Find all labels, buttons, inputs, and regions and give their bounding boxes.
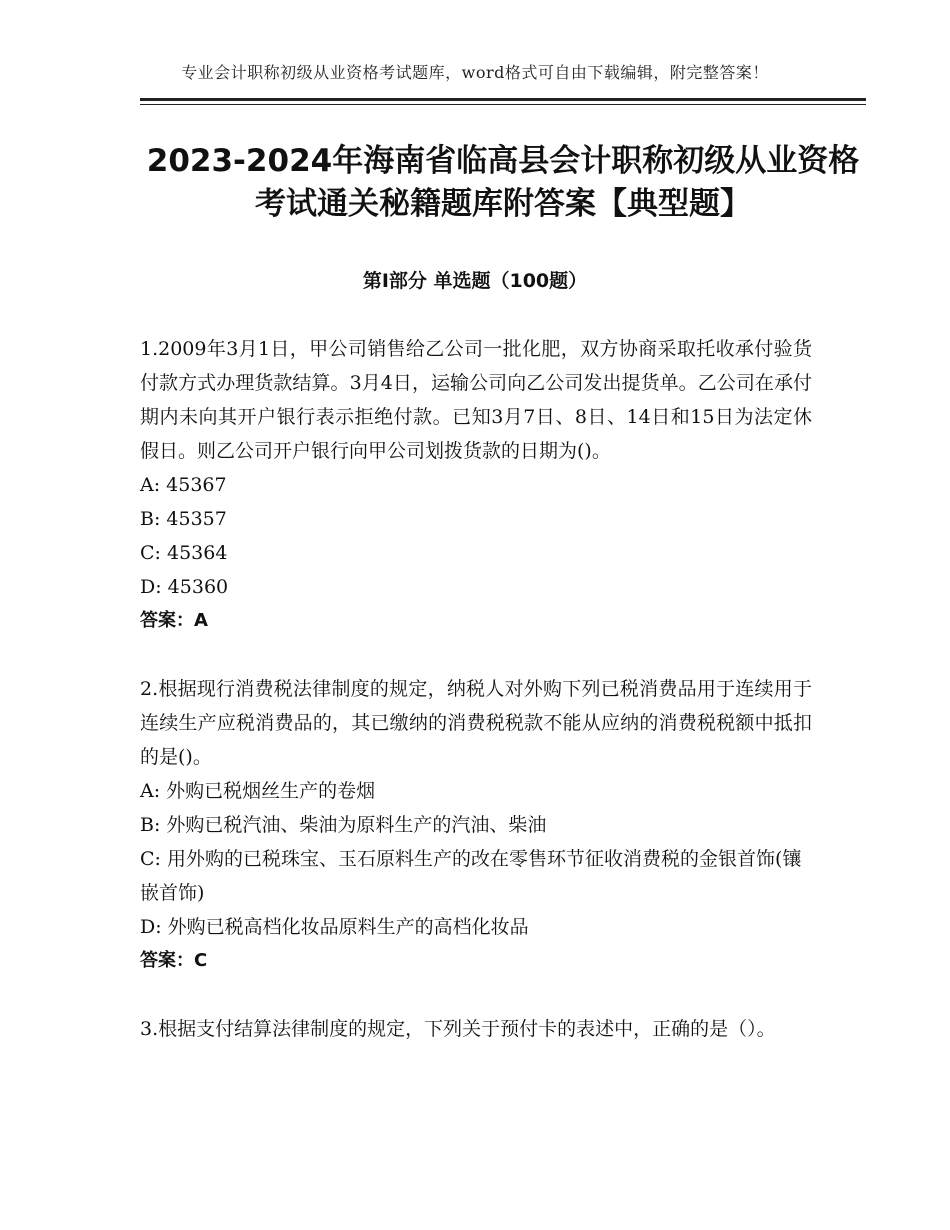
option-c: C: 45364	[140, 542, 228, 564]
option-a: A: 外购已税烟丝生产的卷烟	[140, 780, 376, 802]
question-text: 1.2009年3月1日，甲公司销售给乙公司一批化肥，双方协商采取托收承付验货付款方式办理货款结算。3月4日，运输公司向乙公司发出提货单。乙公司在承付期内未向其开户银行表示拒绝付款。已知3月7日、8日、14日和15日为法定休假日。则乙公司开户银行向甲公司划拨货款的日期为()。	[140, 338, 812, 462]
answer: 答案：A	[140, 610, 208, 631]
option-d: D: 外购已税高档化妆品原料生产的高档化妆品	[140, 916, 529, 938]
document-title: 2023-2024年海南省临高县会计职称初级从业资格考试通关秘籍题库附答案【典型题】	[146, 143, 860, 222]
option-a: A: 45367	[140, 474, 227, 496]
question-text: 3.根据支付结算法律制度的规定，下列关于预付卡的表述中，正确的是（）。	[140, 1018, 776, 1040]
question-list	[140, 332, 812, 1046]
section-title: 第Ⅰ部分 单选题（100题）	[362, 270, 588, 292]
question-2	[140, 672, 812, 978]
header-rule-thick	[140, 98, 866, 101]
header-note: 专业会计职称初级从业资格考试题库，word格式可自由下载编辑，附完整答案！	[181, 63, 769, 82]
question-spacer	[140, 638, 812, 672]
question-spacer	[140, 978, 812, 1012]
option-d: D: 45360	[140, 576, 229, 598]
option-c: C: 用外购的已税珠宝、玉石原料生产的改在零售环节征收消费税的金银首饰(镶嵌首饰)	[140, 848, 802, 904]
option-b: B: 外购已税汽油、柴油为原料生产的汽油、柴油	[140, 814, 547, 836]
question-1	[140, 332, 812, 638]
option-b: B: 45357	[140, 508, 227, 530]
question-text: 2.根据现行消费税法律制度的规定，纳税人对外购下列已税消费品用于连续用于连续生产应税消费品的，其已缴纳的消费税税款不能从应纳的消费税税额中抵扣的是()。	[140, 678, 812, 768]
answer: 答案：C	[140, 950, 208, 971]
question-3	[140, 1012, 812, 1046]
header-rule-thin	[140, 104, 866, 105]
